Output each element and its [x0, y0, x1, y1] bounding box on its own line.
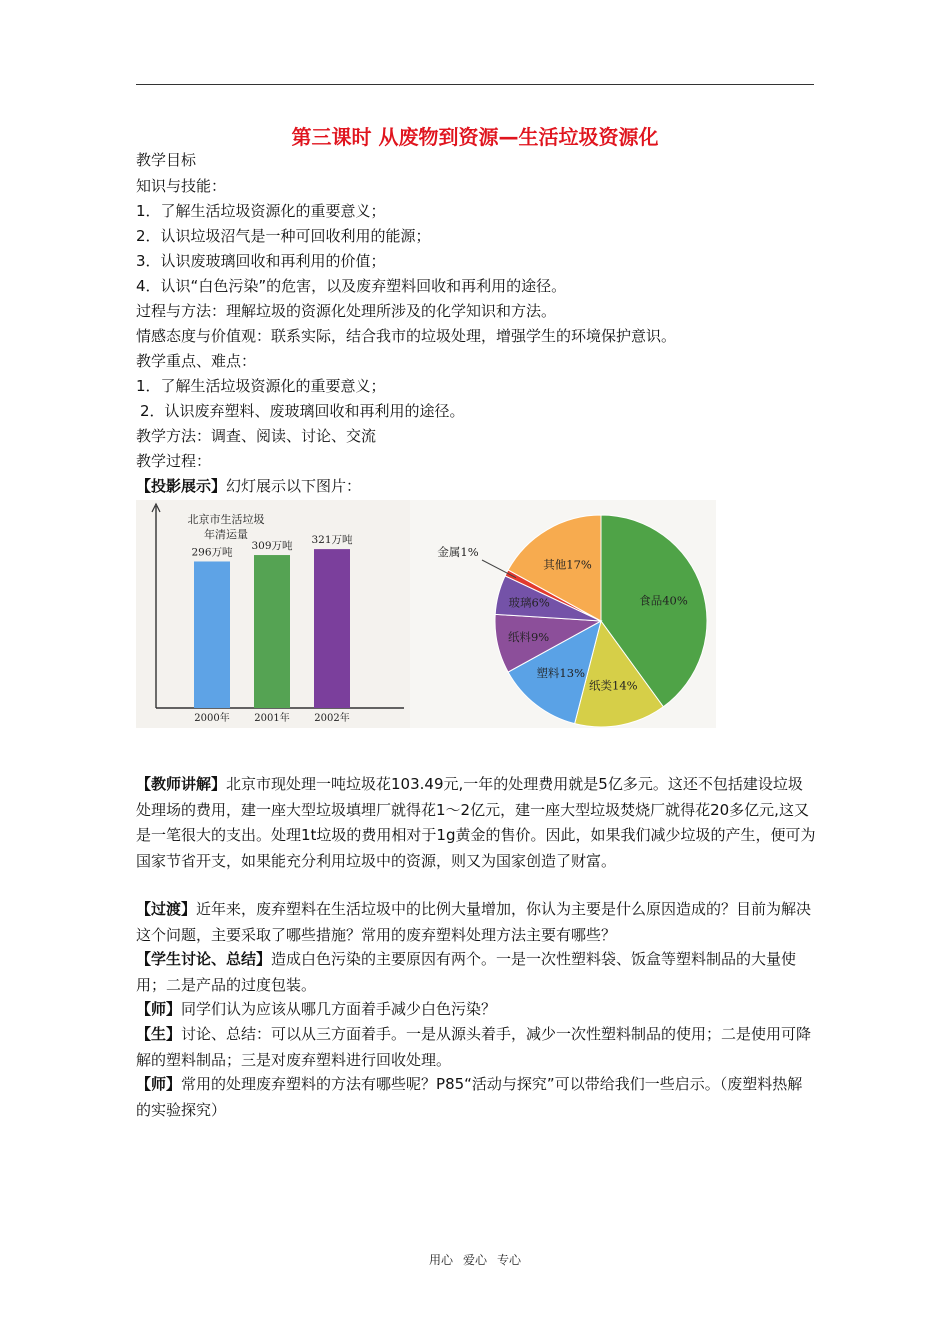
- bar-chart-title: 年清运量: [204, 528, 248, 541]
- process-method: 过程与方法：理解垃圾的资源化处理所涉及的化学知识和方法。: [136, 302, 557, 320]
- bar-category-label: 2001年: [254, 713, 290, 724]
- page-footer: [0, 1251, 950, 1268]
- attitude-value: 情感态度与价值观：联系实际，结合我市的垃圾处理，增强学生的环境保护意识。: [136, 327, 677, 345]
- teacher-explanation: [136, 772, 816, 874]
- paragraph-text: 常用的处理废弃塑料的方法有哪些呢？P85“活动与探究”可以带给我们一些启示。（废塑料热解的实验探究）: [136, 1075, 803, 1119]
- figure-svg: [136, 500, 716, 728]
- page-title: 第三课时 从废物到资源—生活垃圾资源化: [291, 125, 659, 149]
- student-answer: [136, 1022, 816, 1073]
- paragraph-tag: 【师】: [136, 1000, 182, 1018]
- student-discussion: [136, 947, 816, 998]
- teaching-methods: 教学方法：调查、阅读、讨论、交流: [136, 427, 377, 445]
- paragraph-text: 同学们认为应该从哪几方面着手减少白色污染？: [181, 1000, 497, 1018]
- projection-figure: [136, 500, 716, 728]
- pie-label: 金属1%: [437, 545, 479, 559]
- paragraph-tag: 【学生讨论、总结】: [136, 950, 272, 968]
- header-rule: [136, 84, 814, 85]
- process-heading: 教学过程：: [136, 452, 212, 470]
- objective-item: 2．认识垃圾沼气是一种可回收利用的能源；: [136, 227, 431, 245]
- knowledge-heading: 知识与技能：: [136, 177, 227, 195]
- pie-label: 纸类14%: [589, 678, 638, 693]
- bar-value-label: 321万吨: [311, 534, 353, 547]
- key-points-heading: 教学重点、难点：: [136, 352, 257, 370]
- projection-tag: 【投影展示】: [136, 477, 227, 495]
- paragraph-text: 讨论、总结：可以从三方面着手。一是从源头着手，减少一次性塑料制品的使用；二是使用可降解的塑料制品；三是对废弃塑料进行回收处理。: [136, 1025, 812, 1069]
- bar-value-label: 309万吨: [251, 540, 293, 553]
- bar-category-label: 2000年: [194, 713, 230, 724]
- transition-paragraph: [136, 897, 816, 948]
- paragraph-tag: 【师】: [136, 1075, 182, 1093]
- objectives-heading: 教学目标: [136, 151, 197, 169]
- objective-item: 4．认识“白色污染”的危害，以及废弃塑料回收和再利用的途径。: [136, 277, 567, 295]
- teacher-question: [136, 997, 816, 1023]
- footer-word: 专心: [497, 1253, 522, 1267]
- bar: [314, 549, 350, 708]
- objective-item: 3．认识废玻璃回收和再利用的价值；: [136, 252, 386, 270]
- footer-word: 用心: [428, 1253, 453, 1267]
- key-point-item: 2．认识废弃塑料、废玻璃回收和再利用的途径。: [140, 402, 465, 420]
- teacher-methods: [136, 1072, 816, 1123]
- projection-line: [136, 476, 361, 496]
- pie-label: 其他17%: [543, 557, 592, 572]
- paragraph-tag: 【生】: [136, 1025, 182, 1043]
- footer-word: 爱心: [462, 1253, 487, 1267]
- paragraph-text: 近年来，废弃塑料在生活垃圾中的比例大量增加，你认为主要是什么原因造成的？目前为解决这个问题，主要采取了哪些措施？常用的废弃塑料处理方法主要有哪些？: [136, 900, 812, 944]
- key-point-item: 1．了解生活垃圾资源化的重要意义；: [136, 377, 386, 395]
- bar: [194, 561, 230, 708]
- pie-label: 食品40%: [639, 593, 688, 608]
- objective-item: 1．了解生活垃圾资源化的重要意义；: [136, 202, 386, 220]
- bar: [254, 555, 290, 708]
- pie-label: 塑料13%: [536, 665, 586, 680]
- bar-value-label: 296万吨: [191, 546, 233, 559]
- pie-label: 玻璃6%: [508, 595, 550, 610]
- paragraph-text: 北京市现处理一吨垃圾花103.49元,一年的处理费用就是5亿多元。这还不包括建设垃圾处理场的费用，建一座大型垃圾填埋厂就得花1～2亿元，建一座大型垃圾焚烧厂就得花20多亿元,这又是一笔很大的支出。处理1t垃圾的费用相对于1g黄金的售价。因此，如果我们减少垃圾的产生，便可为国家节省开支，如果能充分利用垃圾中的资源，则又为国家创造了财富。: [136, 775, 816, 870]
- projection-text: 幻灯展示以下图片：: [226, 477, 362, 495]
- paragraph-tag: 【教师讲解】: [136, 775, 227, 793]
- pie-label: 纸料9%: [507, 630, 550, 645]
- bar-category-label: 2002年: [314, 713, 350, 724]
- bar-chart-title: 北京市生活垃圾: [187, 513, 265, 526]
- paragraph-text: 造成白色污染的主要原因有两个。一是一次性塑料袋、饭盒等塑料制品的大量使用；二是产品的过度包装。: [136, 950, 797, 994]
- paragraph-tag: 【过渡】: [136, 900, 197, 918]
